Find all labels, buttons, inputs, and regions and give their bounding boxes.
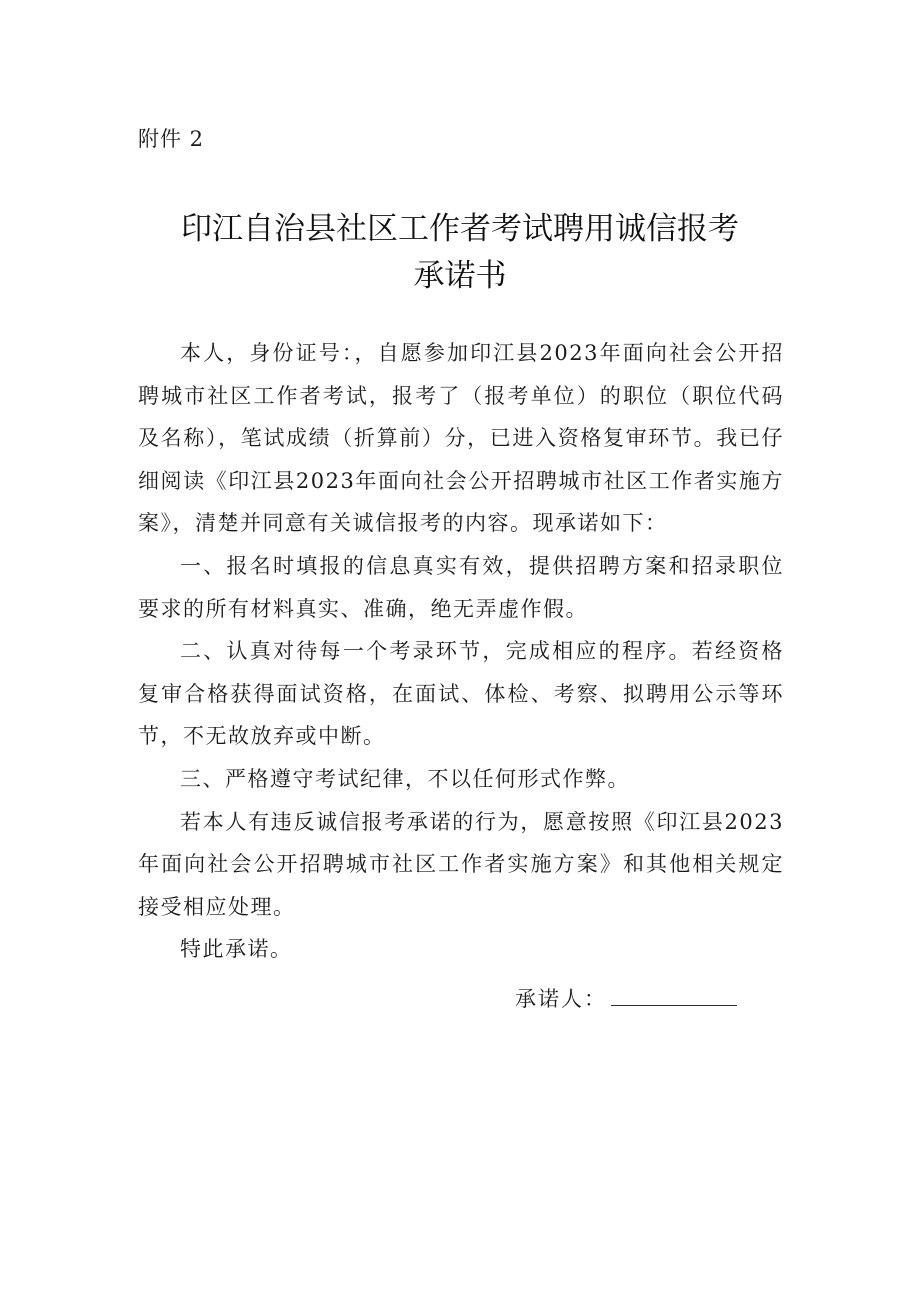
signature-block bbox=[515, 983, 737, 1013]
document-title-line-1: 印江自治县社区工作者考试聘用诚信报考 bbox=[181, 211, 739, 247]
paragraph-intro: 本人，身份证号：，自愿参加印江县2023年面向社会公开招聘城市社区工作者考试，报考了（报考单位）的职位（职位代码及名称），笔试成绩（折算前）分，已进入资格复审环节。我已仔细阅读《印江县2023年面向社会公开招聘城市社区工作者实施方案》，清楚并同意有关诚信报考的内容。现承诺如下： bbox=[138, 341, 784, 536]
signature-line[interactable] bbox=[611, 983, 737, 1006]
paragraph-pledge-1: 一、报名时填报的信息真实有效，提供招聘方案和招录职位要求的所有材料真实、准确，绝无弄虚作假。 bbox=[138, 553, 784, 621]
document-title-line-2: 承诺书 bbox=[413, 258, 507, 294]
document-body bbox=[138, 332, 784, 971]
paragraph-violation: 若本人有违反诚信报考承诺的行为，愿意按照《印江县2023年面向社会公开招聘城市社区工作者实施方案》和其他相关规定接受相应处理。 bbox=[138, 809, 784, 919]
paragraph-pledge-2: 二、认真对待每一个考录环节，完成相应的程序。若经资格复审合格获得面试资格，在面试、体检、考察、拟聘用公示等环节，不无故放弃或中断。 bbox=[138, 639, 784, 749]
paragraph-pledge-3: 三、严格遵守考试纪律，不以任何形式作弊。 bbox=[180, 766, 630, 791]
attachment-label: 附件 2 bbox=[138, 127, 205, 151]
signature-label: 承诺人： bbox=[515, 987, 607, 1011]
paragraph-closing: 特此承诺。 bbox=[180, 937, 293, 962]
